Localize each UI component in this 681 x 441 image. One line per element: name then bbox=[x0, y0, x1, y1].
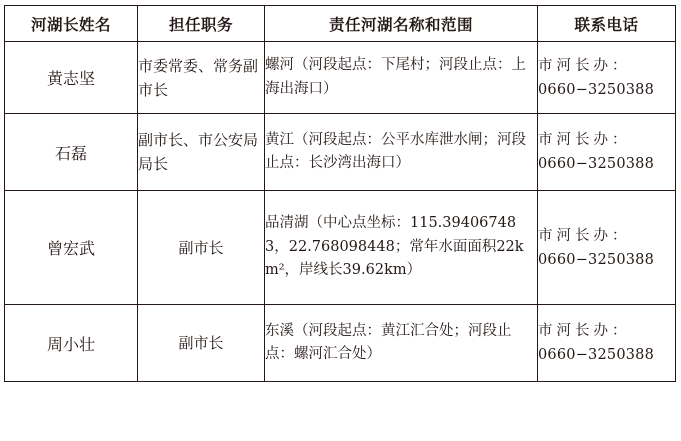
cell-phone bbox=[538, 305, 676, 382]
river-chief-table bbox=[4, 5, 676, 382]
header-row bbox=[5, 6, 676, 42]
phone-number: 0660−3250388 bbox=[538, 347, 655, 363]
cell-duty: 副市长、市公安局局长 bbox=[138, 114, 265, 191]
phone-number: 0660−3250388 bbox=[538, 81, 655, 98]
cell-phone bbox=[538, 191, 676, 305]
cell-scope: 黄江（河段起点：公平水库泄水闸；河段止点：长沙湾出海口） bbox=[265, 114, 538, 191]
phone-office-label: 市河长办： bbox=[538, 323, 631, 339]
table-row bbox=[5, 114, 676, 191]
table-row bbox=[5, 191, 676, 305]
cell-duty: 副市长 bbox=[138, 305, 265, 382]
header-phone: 联系电话 bbox=[538, 6, 676, 42]
phone-office-label: 市河长办： bbox=[538, 227, 631, 244]
table-header bbox=[5, 6, 676, 42]
phone-office-label: 市河长办： bbox=[538, 57, 631, 74]
header-duty: 担任职务 bbox=[138, 6, 265, 42]
phone-number: 0660−3250388 bbox=[538, 156, 655, 172]
header-scope: 责任河湖名称和范围 bbox=[265, 6, 538, 42]
cell-phone bbox=[538, 114, 676, 191]
cell-phone bbox=[538, 42, 676, 114]
cell-scope: 螺河（河段起点：下尾村；河段止点：上海出海口） bbox=[265, 42, 538, 114]
cell-name: 周小壮 bbox=[5, 305, 138, 382]
header-name: 河湖长姓名 bbox=[5, 6, 138, 42]
cell-name: 曾宏武 bbox=[5, 191, 138, 305]
table-row bbox=[5, 305, 676, 382]
table-row bbox=[5, 42, 676, 114]
cell-name: 黄志坚 bbox=[5, 42, 138, 114]
phone-office-label: 市河长办： bbox=[538, 132, 631, 148]
cell-duty: 市委常委、常务副市长 bbox=[138, 42, 265, 114]
cell-duty: 副市长 bbox=[138, 191, 265, 305]
cell-scope: 品清湖（中心点坐标：115.394067483，22.768098448；常年水面面积22km²，岸线长39.62km） bbox=[265, 191, 538, 305]
cell-name: 石磊 bbox=[5, 114, 138, 191]
table-body bbox=[5, 42, 676, 382]
cell-scope: 东溪（河段起点：黄江汇合处；河段止点：螺河汇合处） bbox=[265, 305, 538, 382]
phone-number: 0660−3250388 bbox=[538, 251, 655, 268]
